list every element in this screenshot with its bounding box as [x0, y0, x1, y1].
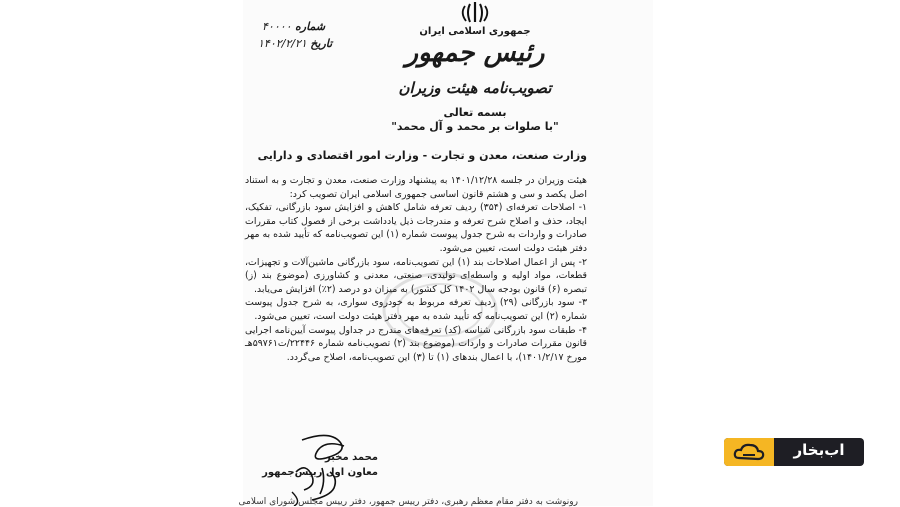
- country-name: جمهوری اسلامی ایران: [419, 26, 531, 37]
- signatory-name: محمد مخبر: [324, 452, 378, 463]
- watermark-badge: [724, 438, 864, 466]
- iran-emblem-icon: [458, 0, 492, 26]
- salavat-line: "با صلوات بر محمد و آل محمد": [391, 120, 559, 133]
- signatory-title: معاون اول رییس‌جمهور: [262, 467, 378, 478]
- paragraph-2: ۲- پس از اعمال اصلاحات بند (۱) این تصویب‌نامه، سود بازرگانی ماشین‌آلات و تجهیزات، قطعات، مواد اولیه و واسطه‌ای تولیدی، صنعتی، معدنی و کشاورزی (موضوع بند (ز) تبصره (۶) قانون بودجه سال ۱۴۰۲ کل کشور) به میزان دو درصد (۲٪) افزایش می‌یابد.: [245, 256, 587, 295]
- date-label: تاریخ: [310, 37, 333, 50]
- decree-body: [245, 174, 587, 364]
- office-title: رئیس جمهور: [405, 38, 545, 68]
- handwritten-signature: [282, 432, 372, 506]
- date-value: ۱۴۰۲/۲/۲۱: [258, 37, 307, 50]
- decree-title: تصویب‌نامه هیئت وزیران: [398, 79, 552, 97]
- paragraph-3: ۳- سود بازرگانی (۲۹) ردیف تعرفه مربوط به خودروی سواری، به شرح جدول پیوست شماره (۲) این تصویب‌نامه که تأیید شده به مهر دفتر هیئت دولت است، تعیین می‌شود.: [245, 297, 587, 322]
- paragraph-4: ۴- طبقات سود بازرگانی شناسه (کد) تعرفه‌های مندرج در جداول پیوست آیین‌نامه اجرایی قانون مقررات صادرات و واردات (موضوع بند (۲) تصویب‌نامه شماره ۲۲۴۴۶/ت۵۹۷۶۱هـ مورخ ۱۴۰۱/۲/۱۷)، با اعمال بندهای (۱) تا (۳) این تصویب‌نامه، اصلاح می‌گردد.: [245, 324, 587, 363]
- watermark-chip: [724, 438, 774, 466]
- number-field: [262, 20, 325, 33]
- number-label: شماره: [295, 20, 326, 33]
- page-margin: [653, 0, 900, 506]
- date-field: [258, 37, 332, 50]
- watermark-brand: اب‌بخار: [793, 441, 845, 459]
- number-value: ۴۰۰۰۰: [262, 20, 292, 33]
- bismillah: بسمه تعالی: [443, 106, 507, 119]
- cloud-logo-icon: [733, 441, 765, 463]
- cc-footer: رونوشت به دفتر مقام معظم رهبری، دفتر رییس جمهور، دفتر رییس مجلس شورای اسلامی: [238, 497, 578, 507]
- paragraph-intro: هیئت وزیران در جلسه ۱۴۰۱/۱۲/۲۸ به پیشنهاد وزارت صنعت، معدن و تجارت و به استناد اصل یکصد و سی و هشتم قانون اساسی جمهوری اسلامی ایران تصویب کرد:: [245, 175, 587, 200]
- addressee: وزارت صنعت، معدن و تجارت - وزارت امور اقتصادی و دارایی: [257, 149, 587, 162]
- paragraph-1: ۱- اصلاحات تعرفه‌ای (۳۵۴) ردیف تعرفه شامل کاهش و افزایش سود بازرگانی، تفکیک، ایجاد، حذف و اصلاح شرح تعرفه و مندرجات ذیل یادداشت برخی از فصول کتاب مقررات صادرات و واردات به شرح جدول پیوست شماره (۱) این تصویب‌نامه که تأیید شده به مهر دفتر هیئت دولت است، تعیین می‌شود.: [245, 202, 588, 254]
